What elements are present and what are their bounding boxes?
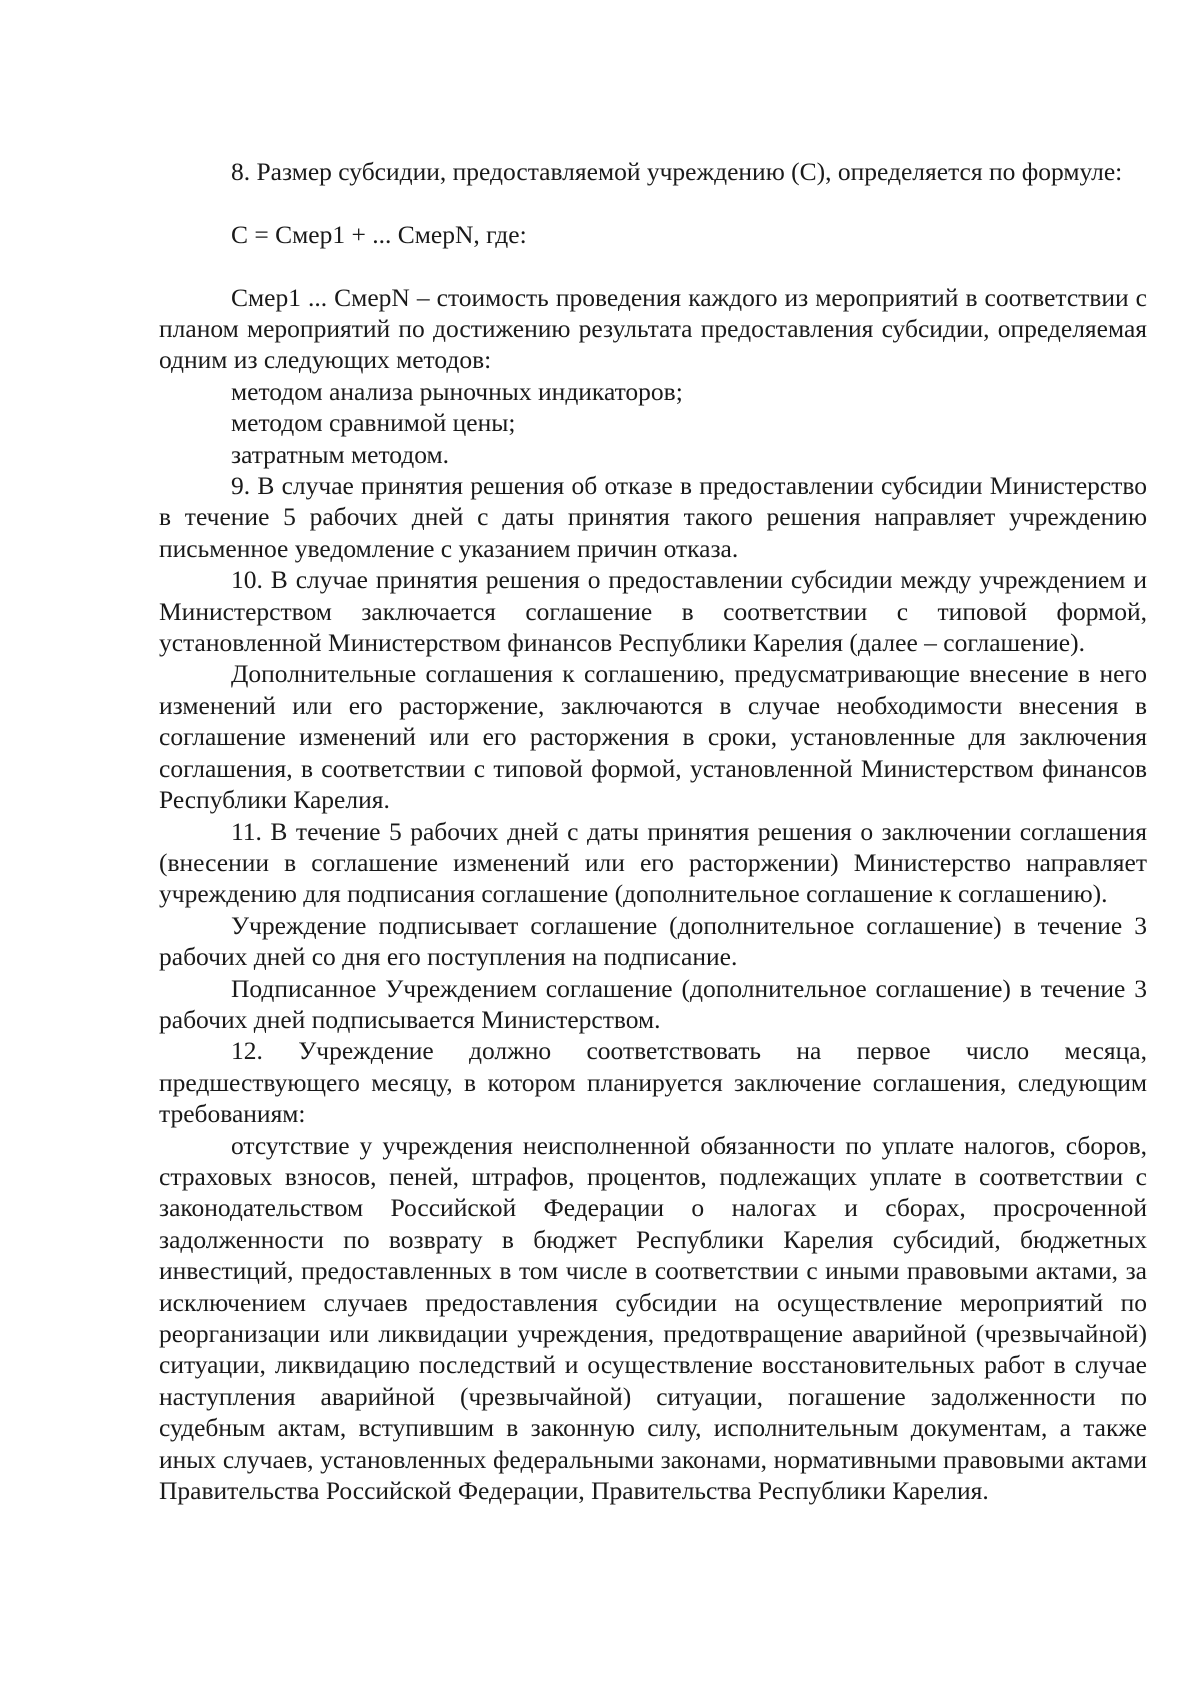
formula-definition: Смер1 ... СмерN – стоимость проведения каждого из мероприятий в соответствии с планом мероприятий по достижению результата предоставления субсидии, определяемая одним из следующих методов:: [159, 282, 1147, 375]
paragraph-12: 12. Учреждение должно соответствовать на первое число месяца, предшествующего месяцу, в котором планируется заключение соглашения, следующим требованиям:: [159, 1036, 1147, 1129]
paragraph-8: 8. Размер субсидии, предоставляемой учреждению (С), определяется по формуле:: [231, 157, 1123, 186]
method-item-2: методом сравнимой цены;: [231, 408, 516, 438]
paragraph-11: 11. В течение 5 рабочих дней с даты принятия решения о заключении соглашения (внесении в соглашение изменений или его расторжении) Министерство направляет учреждению для подписания соглашение (дополнительное соглашение к соглашению).: [159, 816, 1147, 909]
method-item-1: методом анализа рыночных индикаторов;: [231, 376, 683, 406]
paragraph-10-additional: Дополнительные соглашения к соглашению, предусматривающие внесение в него изменений или его расторжение, заключаются в случае необходимости внесения в соглашение изменений или его расторжения в сроки, установленные для заключения соглашения, в соответствии с типовой формой, установленной Министерством финансов Республики Карелия.: [159, 659, 1147, 815]
paragraph-11-signing: Учреждение подписывает соглашение (дополнительное соглашение) в течение 3 рабочих дней со дня его поступления на подписание.: [159, 910, 1147, 972]
paragraph-9: 9. В случае принятия решения об отказе в предоставлении субсидии Министерство в течение 5 рабочих дней с даты принятия такого решения направляет учреждению письменное уведомление с указанием причин отказа.: [159, 471, 1147, 563]
formula: С = Смер1 + ... СмерN, где:: [231, 219, 527, 249]
requirement-item: отсутствие у учреждения неисполненной обязанности по уплате налогов, сборов, страховых взносов, пеней, штрафов, процентов, подлежащих уплате в соответствии с законодательством Российской Федерации о налогах и сборах, просроченной задолженности по возврату в бюджет Республики Карелия субсидий, бюджетных инвестиций, предоставленных в том числе в соответствии с иными правовыми актами, за исключением случаев предоставления субсидии на осуществление мероприятий по реорганизации или ликвидации учреждения, предотвращение аварийной (чрезвычайной) ситуации, ликвидацию последствий и осуществление восстановительных работ в случае наступления аварийной (чрезвычайной) ситуации, погашение задолженности по судебным актам, вступившим в законную силу, исполнительным документам, а также иных случаев, установленных федеральными законами, нормативными правовыми актами Правительства Российской Федерации, Правительства Республики Карелия.: [159, 1130, 1147, 1506]
paragraph-10: 10. В случае принятия решения о предоставлении субсидии между учреждением и Министерством заключается соглашение в соответствии с типовой формой, установленной Министерством финансов Республики Карелия (далее – соглашение).: [159, 565, 1147, 658]
document-page: [159, 156, 1147, 1506]
method-item-3: затратным методом.: [231, 439, 450, 469]
blank-line: [159, 250, 1147, 281]
blank-line: [159, 187, 1147, 218]
paragraph-11-signed: Подписанное Учреждением соглашение (дополнительное соглашение) в течение 3 рабочих дней подписывается Министерством.: [159, 973, 1147, 1034]
